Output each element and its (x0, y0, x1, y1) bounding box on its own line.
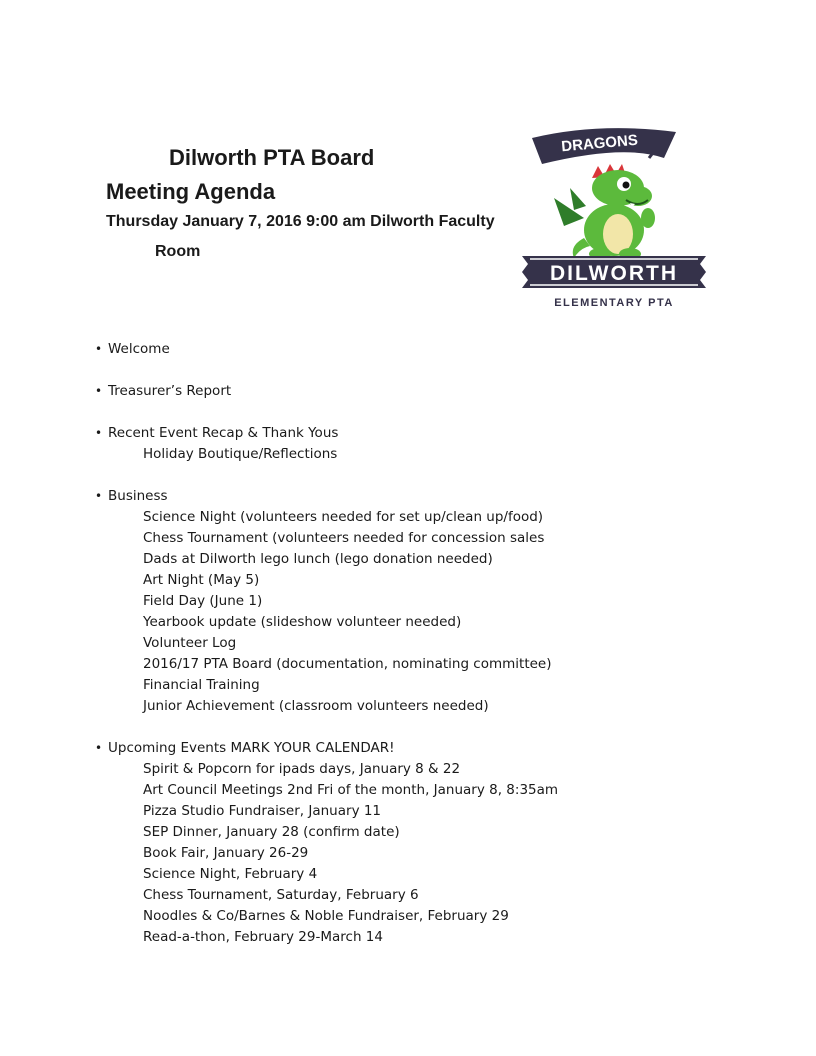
agenda-item: Art Night (May 5) (143, 572, 260, 588)
bullet-icon: • (95, 342, 103, 356)
section-title: Treasurer’s Report (108, 383, 232, 399)
title-line-2: Meeting Agenda (106, 179, 276, 204)
agenda-item: Science Night, February 4 (143, 866, 318, 882)
agenda-item: Noodles & Co/Barnes & Noble Fundraiser, February 29 (143, 908, 509, 924)
agenda-item: Book Fair, January 26-29 (143, 845, 309, 861)
bullet-icon: • (95, 426, 103, 440)
agenda-item: Chess Tournament, Saturday, February 6 (143, 887, 419, 903)
agenda-item: SEP Dinner, January 28 (confirm date) (143, 824, 400, 840)
agenda-item: Field Day (June 1) (143, 593, 263, 609)
agenda-item: Chess Tournament (volunteers needed for concession sales (143, 530, 545, 546)
agenda-item: Read-a-thon, February 29-March 14 (143, 929, 383, 945)
agenda-item: Dads at Dilworth lego lunch (lego donation needed) (143, 551, 493, 567)
agenda-section-heading (95, 339, 715, 360)
agenda-section (95, 486, 715, 717)
agenda-section (95, 423, 715, 465)
agenda-section-heading (95, 738, 715, 759)
agenda-item: Junior Achievement (classroom volunteers needed) (143, 698, 489, 714)
agenda-item: Financial Training (143, 677, 260, 693)
agenda-item: Spirit & Popcorn for ipads days, January 8 & 22 (143, 761, 461, 777)
agenda-item: 2016/17 PTA Board (documentation, nominating committee) (143, 656, 552, 672)
section-title: Welcome (108, 341, 170, 357)
agenda-section (95, 339, 715, 360)
dilworth-pta-logo (514, 118, 714, 314)
meeting-date-line: Thursday January 7, 2016 9:00 am Dilworth Faculty (106, 213, 495, 230)
section-title: Upcoming Events MARK YOUR CALENDAR! (108, 740, 395, 756)
agenda-item: Science Night (volunteers needed for set up/clean up/food) (143, 509, 544, 525)
agenda-item: Yearbook update (slideshow volunteer needed) (143, 614, 462, 630)
agenda-section-heading (95, 381, 715, 402)
title-line-1: Dilworth PTA Board (169, 145, 375, 170)
agenda-item: Volunteer Log (143, 635, 237, 651)
agenda-item: Pizza Studio Fundraiser, January 11 (143, 803, 382, 819)
dragon-mascot (554, 164, 655, 260)
agenda-item: Art Council Meetings 2nd Fri of the month, January 8, 8:35am (143, 782, 559, 798)
meeting-room-line: Room (155, 243, 201, 260)
bullet-icon: • (95, 384, 103, 398)
agenda-list (95, 339, 715, 948)
agenda-section (95, 381, 715, 402)
logo-subtitle: ELEMENTARY PTA (554, 297, 674, 309)
flag-text: DRAGONS (560, 131, 639, 156)
agenda-item: Holiday Boutique/Reflections (143, 446, 338, 462)
banner-text: DILWORTH (550, 262, 678, 285)
section-title: Recent Event Recap & Thank Yous (108, 425, 339, 441)
section-title: Business (108, 488, 168, 504)
agenda-section (95, 738, 715, 948)
agenda-section-heading (95, 486, 715, 507)
bullet-icon: • (95, 741, 103, 755)
bullet-icon: • (95, 489, 103, 503)
agenda-section-heading (95, 423, 715, 444)
